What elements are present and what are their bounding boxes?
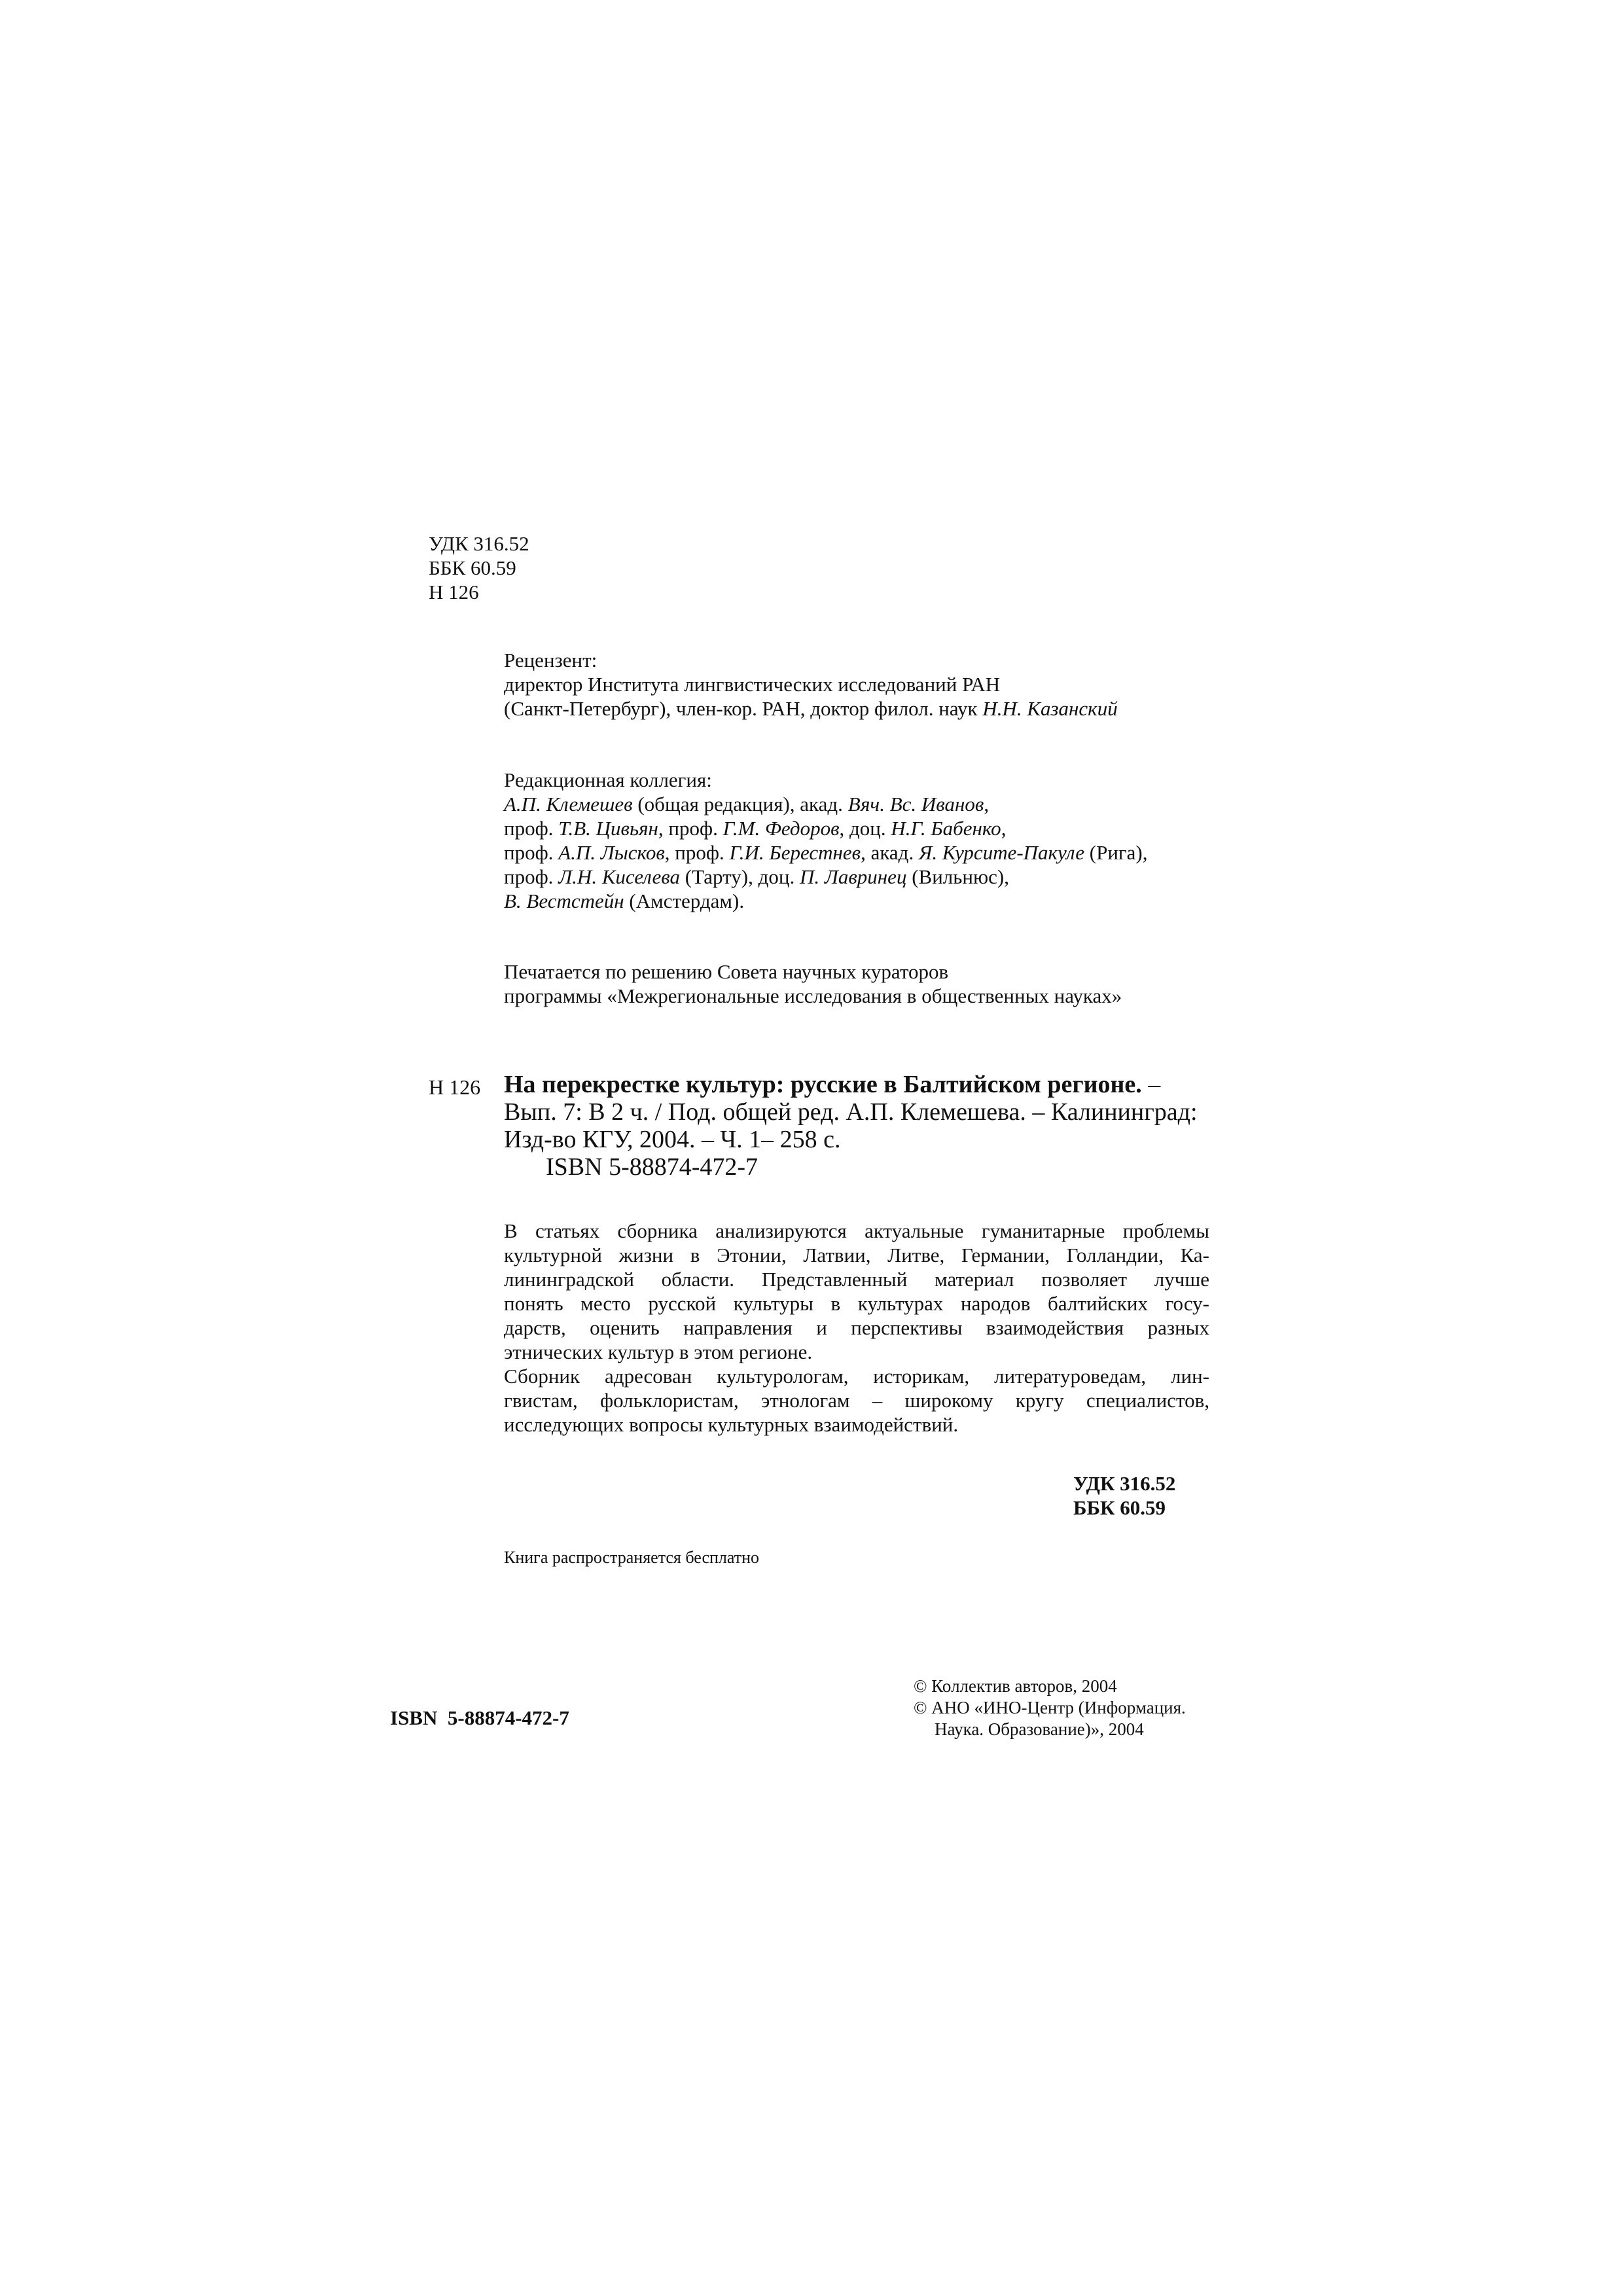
editor-role: , акад. [861, 841, 919, 864]
bbk-code: ББК 60.59 [429, 556, 516, 579]
editor-role: проф. [504, 841, 559, 864]
card-title-line [504, 1071, 1237, 1098]
copyright-block [914, 1676, 1186, 1740]
annotation-line: дарств, оценить направления и перспективы взаимодействия разных [504, 1316, 1209, 1339]
editor-city: (Вильнюс), [906, 865, 1009, 888]
editor-name: Н.Г. Бабенко [891, 817, 1001, 840]
editorial-line-3 [504, 840, 1147, 865]
reviewer-name: Н.Н. Казанский [982, 697, 1118, 720]
annotation-line: В статьях сборника анализируются актуальные гуманитарные проблемы [504, 1219, 1209, 1242]
decision-line-1: Печатается по решению Совета научных кураторов [504, 960, 949, 983]
card-author-sign: Н 126 [429, 1075, 481, 1099]
editor-role: , доц. [839, 817, 891, 840]
card-edition-line: Вып. 7: В 2 ч. / Под. общей ред. А.П. Клемешева. – Калининград: [504, 1098, 1198, 1126]
editor-name: Т.В. Цивьян [558, 817, 658, 840]
editor-name: Я. Курсите-Пакуле [918, 841, 1085, 864]
editor-role: , проф. [658, 817, 723, 840]
annotation-line: понять место русской культуры в культурах народов балтийских госу- [504, 1292, 1209, 1315]
card-publisher-line: Изд-во КГУ, 2004. – Ч. 1– 258 с. [504, 1126, 841, 1153]
reviewer-heading: Рецензент: [504, 649, 597, 672]
editorial-line-4 [504, 865, 1147, 889]
reviewer-credentials: (Санкт-Петербург), член-кор. РАН, доктор филол. наук [504, 697, 983, 720]
publication-decision [504, 960, 1122, 1008]
editor-name: П. Лавринец [799, 865, 907, 888]
punctuation: , [1001, 817, 1007, 840]
copyright-line-3: Наука. Образование)», 2004 [935, 1719, 1144, 1739]
editor-role: (общая редакция), акад. [632, 793, 848, 816]
editor-name: Г.И. Берестнев [729, 841, 861, 864]
editor-role: проф. [504, 865, 559, 888]
annotation-line: исследующих вопросы культурных взаимодействий. [504, 1413, 959, 1436]
editor-role: проф. [504, 817, 559, 840]
isbn-bottom [390, 1706, 569, 1730]
editor-city: (Тарту), доц. [680, 865, 800, 888]
editor-name: В. Вестстейн [504, 889, 624, 912]
reviewer-line-1: директор Института лингвистических исследований РАН [504, 673, 1001, 696]
title-dash: – [1141, 1071, 1161, 1098]
annotation-line: лининградской области. Представленный материал позволяет лучше [504, 1268, 1209, 1291]
annotation-line: культурной жизни в Этонии, Латвии, Литве, Германии, Голландии, Ка- [504, 1244, 1209, 1266]
reviewer-line-2 [504, 696, 1118, 721]
catalogue-card [504, 1071, 1237, 1181]
editor-name: А.П. Клемешев [504, 793, 633, 816]
classification-block [429, 531, 529, 604]
editorial-line-1 [504, 792, 1147, 816]
editorial-line-2 [504, 816, 1147, 840]
annotation-line: Сборник адресован культурологам, историкам, литературоведам, лин- [504, 1365, 1209, 1388]
copyright-line-2: © АНО «ИНО-Центр (Информация. [914, 1698, 1186, 1717]
card-isbn: ISBN 5-88874-472-7 [546, 1153, 758, 1181]
copyright-line-1: © Коллектив авторов, 2004 [914, 1676, 1117, 1696]
annotation-line: этнических культур в этом регионе. [504, 1340, 813, 1363]
bbk-code-bottom: ББК 60.59 [1073, 1496, 1166, 1519]
free-distribution-note: Книга распространяется бесплатно [504, 1548, 760, 1567]
classification-bottom [1073, 1471, 1175, 1520]
reviewer-block [504, 648, 1118, 721]
annotation-line: гвистам, фольклористам, этнологам – широкому кругу специалистов, [504, 1389, 1209, 1412]
book-title: На перекрестке культур: русские в Балтийском регионе. [504, 1071, 1142, 1098]
udk-code-bottom: УДК 316.52 [1073, 1472, 1176, 1495]
annotation [504, 1219, 1209, 1437]
editorial-line-5 [504, 889, 1147, 913]
udk-code: УДК 316.52 [429, 532, 529, 555]
editor-name: А.П. Лысков [558, 841, 665, 864]
punctuation: , [984, 793, 990, 816]
editorial-heading: Редакционная коллегия: [504, 768, 712, 791]
author-sign-code: Н 126 [429, 581, 479, 603]
editor-role: , проф. [664, 841, 730, 864]
isbn-number: ISBN 5-88874-472-7 [390, 1706, 569, 1729]
editor-name: Л.Н. Киселева [558, 865, 681, 888]
editorial-board-block [504, 768, 1147, 913]
editor-name: Г.М. Федоров [722, 817, 840, 840]
editor-name: Вяч. Вс. Иванов [847, 793, 984, 816]
editor-city: (Рига), [1084, 841, 1148, 864]
editor-city: (Амстердам). [624, 889, 745, 912]
decision-line-2: программы «Межрегиональные исследования в общественных науках» [504, 984, 1122, 1007]
